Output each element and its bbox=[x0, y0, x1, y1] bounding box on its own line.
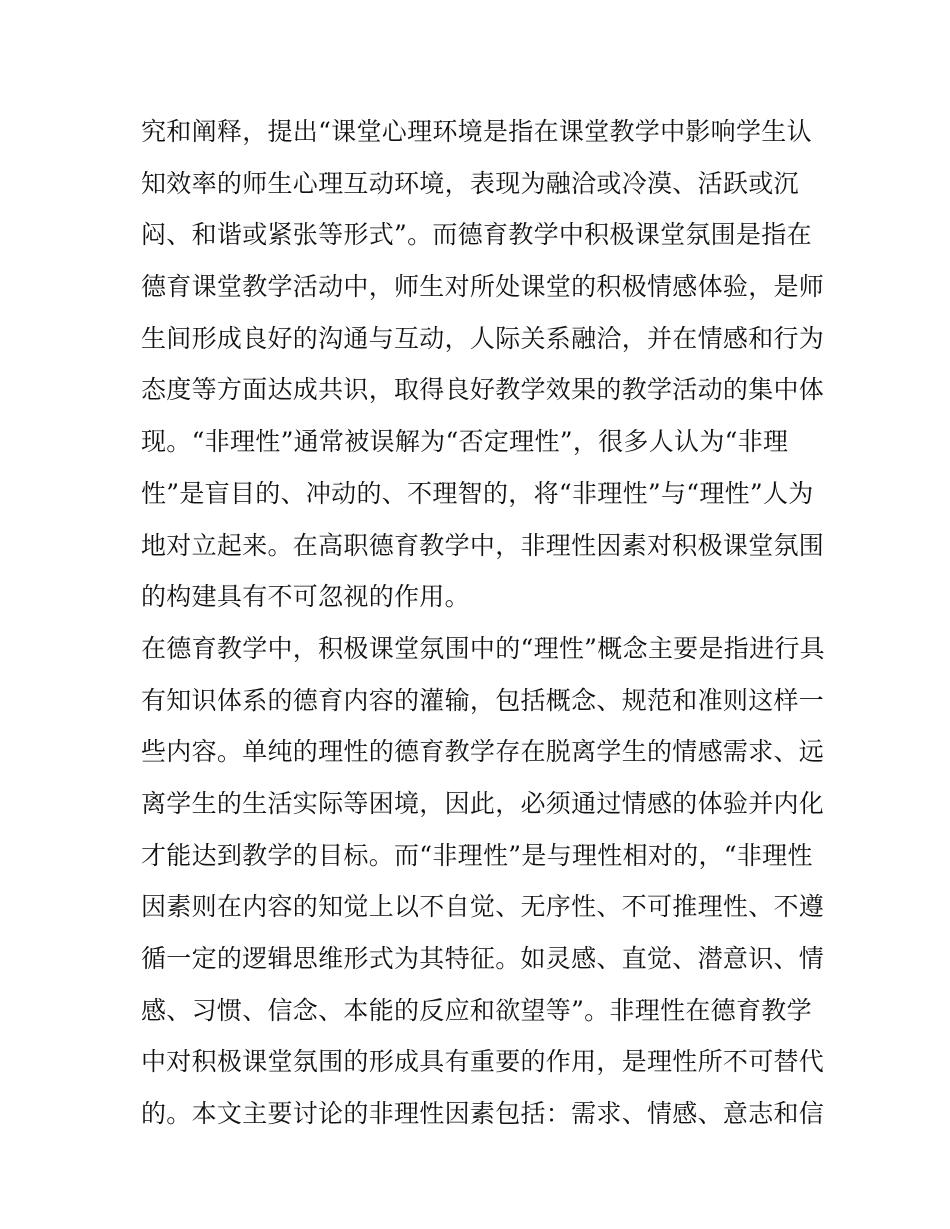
text-line: 感、习惯、信念、本能的反应和欲望等”。非理性在德育教学 bbox=[141, 995, 812, 1025]
text-line: 知效率的师生心理互动环境，表现为融洽或冷漠、活跃或沉 bbox=[141, 168, 799, 198]
text-line: 离学生的生活实际等困境，因此，必须通过情感的体验并内化 bbox=[141, 788, 825, 818]
text-line: 生间形成良好的沟通与互动，人际关系融洽，并在情感和行为 bbox=[141, 323, 825, 353]
text-line: 循一定的逻辑思维形式为其特征。如灵感、直觉、潜意识、情 bbox=[141, 944, 825, 973]
text-line: 才能达到教学的目标。而“非理性”是与理性相对的，“非理性 bbox=[141, 840, 813, 870]
body-text bbox=[141, 106, 825, 1140]
text-line: 有知识体系的德育内容的灌输，包括概念、规范和准则这样一 bbox=[141, 685, 825, 715]
text-line: 闷、和谐或紧张等形式”。而德育教学中积极课堂氛围是指在 bbox=[141, 220, 812, 250]
text-line: 因素则在内容的知觉上以不自觉、无序性、不可推理性、不遵 bbox=[141, 892, 825, 922]
text-line: 些内容。单纯的理性的德育教学存在脱离学生的情感需求、远 bbox=[141, 737, 825, 767]
text-line: 态度等方面达成共识，取得良好教学效果的教学活动的集中体 bbox=[141, 375, 825, 405]
text-line: 的构建具有不可忽视的作用。 bbox=[141, 582, 470, 612]
text-line: 的。本文主要讨论的非理性因素包括：需求、情感、意志和信 bbox=[141, 1099, 825, 1129]
text-line: 德育课堂教学活动中，师生对所处课堂的积极情感体验，是师 bbox=[141, 272, 825, 302]
text-line: 现。“非理性”通常被误解为“否定理性”，很多人认为“非理 bbox=[141, 427, 789, 457]
text-line: 中对积极课堂氛围的形成具有重要的作用，是理性所不可替代 bbox=[141, 1047, 825, 1077]
text-line: 地对立起来。在高职德育教学中，非理性因素对积极课堂氛围 bbox=[141, 530, 825, 560]
text-line: 性”是盲目的、冲动的、不理智的，将“非理性”与“理性”人为 bbox=[141, 478, 814, 508]
text-line: 究和阐释，提出“课堂心理环境是指在课堂教学中影响学生认 bbox=[141, 117, 812, 146]
text-line: 在德育教学中，积极课堂氛围中的“理性”概念主要是指进行具 bbox=[141, 633, 825, 663]
